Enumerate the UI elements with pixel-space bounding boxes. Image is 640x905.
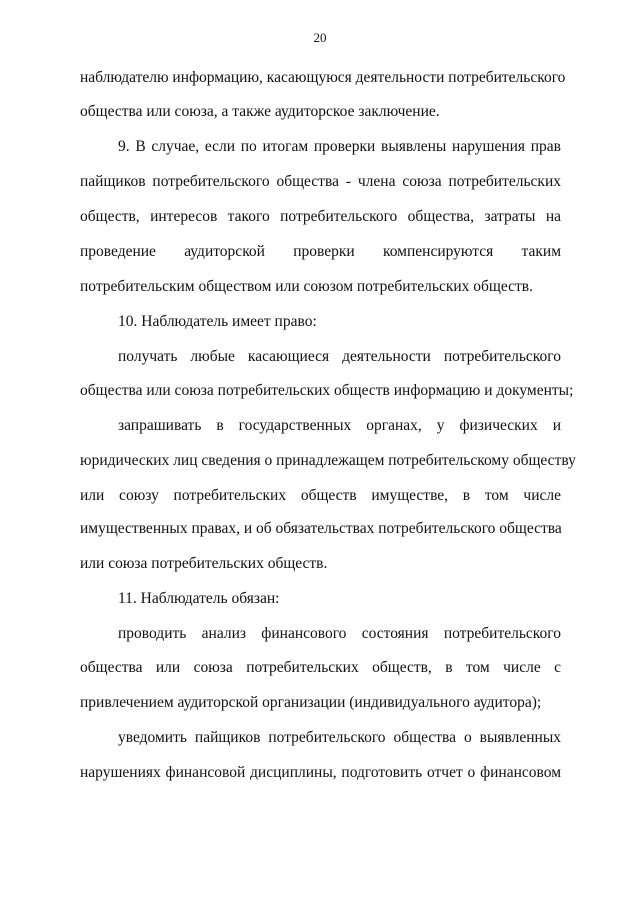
text-line: или союза потребительских обществ.	[80, 555, 328, 572]
text-line: общества или союза потребительских обществ, в том числе с	[80, 659, 561, 676]
text-line: пайщиков потребительского общества - члена союза потребительских	[80, 173, 561, 190]
text-line: или союзу потребительских обществ имуществе, в том числе	[80, 487, 561, 504]
text-line: получать любые касающиеся деятельности потребительского	[118, 348, 561, 365]
text-line: 10. Наблюдатель имеет право:	[118, 313, 317, 330]
text-line: обществ, интересов такого потребительского общества, затраты на	[80, 208, 561, 225]
text-line: нарушениях финансовой дисциплины, подготовить отчет о финансовом	[80, 764, 561, 781]
text-line: 9. В случае, если по итогам проверки выявлены нарушения прав	[118, 138, 561, 155]
text-line: проведение аудиторской проверки компенсируются таким	[80, 243, 561, 260]
text-line: 11. Наблюдатель обязан:	[118, 590, 280, 607]
page-number: 20	[313, 30, 327, 45]
text-line: общества или союза, а также аудиторское заключение.	[80, 103, 440, 120]
text-line: юридических лиц сведения о принадлежащем потребительскому обществу	[80, 452, 576, 469]
text-line: запрашивать в государственных органах, у физических и	[118, 417, 561, 434]
text-line: привлечением аудиторской организации (индивидуального аудитора);	[80, 694, 542, 711]
text-line: потребительским обществом или союзом потребительских обществ.	[80, 278, 533, 295]
text-line: проводить анализ финансового состояния потребительского	[118, 625, 561, 642]
text-line: наблюдателю информацию, касающуюся деятельности потребительского	[80, 69, 566, 86]
text-line: уведомить пайщиков потребительского общества о выявленных	[118, 729, 561, 746]
text-line: общества или союза потребительских обществ информацию и документы;	[80, 382, 574, 399]
text-line: имущественных правах, и об обязательствах потребительского общества	[80, 520, 562, 537]
